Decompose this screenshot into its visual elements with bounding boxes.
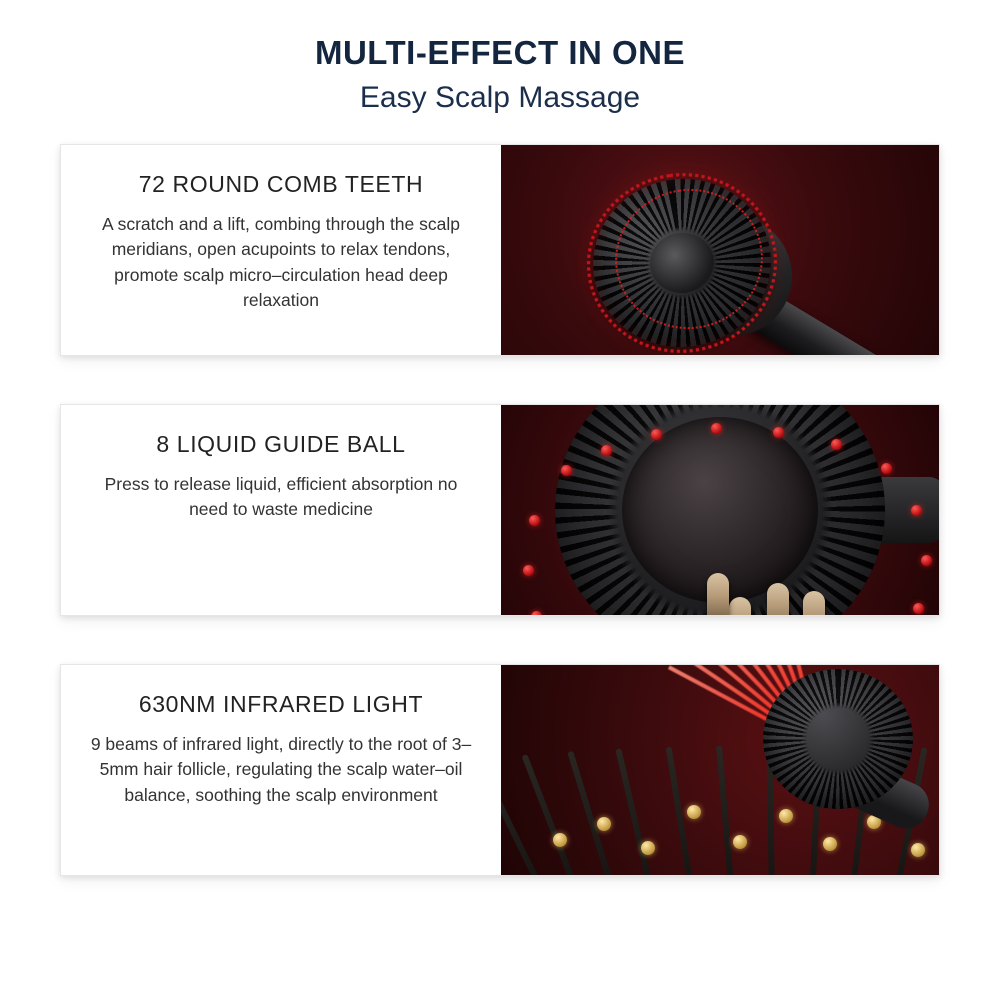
red-bristle-dot-icon — [601, 445, 612, 456]
red-bristle-dot-icon — [651, 429, 662, 440]
red-bristle-dot-icon — [531, 611, 542, 615]
hair-follicle-bulb-icon — [597, 817, 611, 831]
feature-card-text — [61, 145, 501, 355]
hair-follicle-bulb-icon — [779, 809, 793, 823]
red-bristle-dot-icon — [523, 565, 534, 576]
red-bristle-dot-icon — [711, 423, 722, 434]
guide-ball-pin — [707, 573, 729, 615]
feature-card-text — [61, 405, 501, 615]
red-bristle-dot-icon — [561, 465, 572, 476]
guide-ball-pin — [803, 591, 825, 615]
red-bristle-dot-icon — [921, 555, 932, 566]
hair-follicle-bulb-icon — [687, 805, 701, 819]
guide-ball-pin — [729, 597, 751, 615]
feature-description: 9 beams of infrared light, directly to the root of 3–5mm hair follicle, regulating the scalp water–oil balance, soothing the scalp environment — [90, 733, 472, 805]
hair-follicle-bulb-icon — [553, 833, 567, 847]
feature-card-text — [61, 665, 501, 875]
hair-follicle-bulb-icon — [733, 835, 747, 849]
page-header — [0, 0, 1000, 116]
feature-title: 630NM INFRARED LIGHT — [138, 690, 424, 717]
red-bristle-dot-icon — [529, 515, 540, 526]
hair-follicle-bulb-icon — [911, 843, 925, 857]
page-subtitle: Easy Scalp Massage — [359, 80, 641, 114]
feature-image-comb-head — [501, 145, 939, 355]
comb-teeth-pattern — [763, 669, 913, 809]
hair-strand-shape — [716, 745, 735, 875]
feature-image-liquid-guide-ball — [501, 405, 939, 615]
feature-image-infrared-light — [501, 665, 939, 875]
feature-card — [60, 664, 940, 876]
page-title: MULTI-EFFECT IN ONE — [314, 34, 686, 71]
feature-card-list — [0, 144, 1000, 876]
hair-follicle-bulb-icon — [641, 841, 655, 855]
red-bristle-dot-icon — [773, 427, 784, 438]
red-bristle-dot-icon — [911, 505, 922, 516]
hair-strand-shape — [615, 748, 655, 875]
feature-card — [60, 404, 940, 616]
hair-strand-shape — [567, 751, 617, 875]
feature-card — [60, 144, 940, 356]
feature-title: 8 LIQUID GUIDE BALL — [156, 430, 406, 457]
hair-strand-shape — [501, 759, 547, 875]
hair-strand-shape — [521, 754, 580, 875]
red-bristle-dot-icon — [831, 439, 842, 450]
hair-follicle-bulb-icon — [823, 837, 837, 851]
feature-description: Press to release liquid, efficient absorption no need to waste medicine — [104, 473, 458, 520]
red-bristle-dot-icon — [881, 463, 892, 474]
feature-description: A scratch and a lift, combing through the scalp meridians, open acupoints to relax tendons, promote scalp micro–circulation head deep relaxation — [102, 213, 460, 311]
guide-ball-pin — [767, 583, 789, 615]
feature-title: 72 ROUND COMB TEETH — [138, 170, 424, 197]
red-bristle-dot-icon — [913, 603, 924, 614]
comb-head-shape — [763, 669, 913, 809]
